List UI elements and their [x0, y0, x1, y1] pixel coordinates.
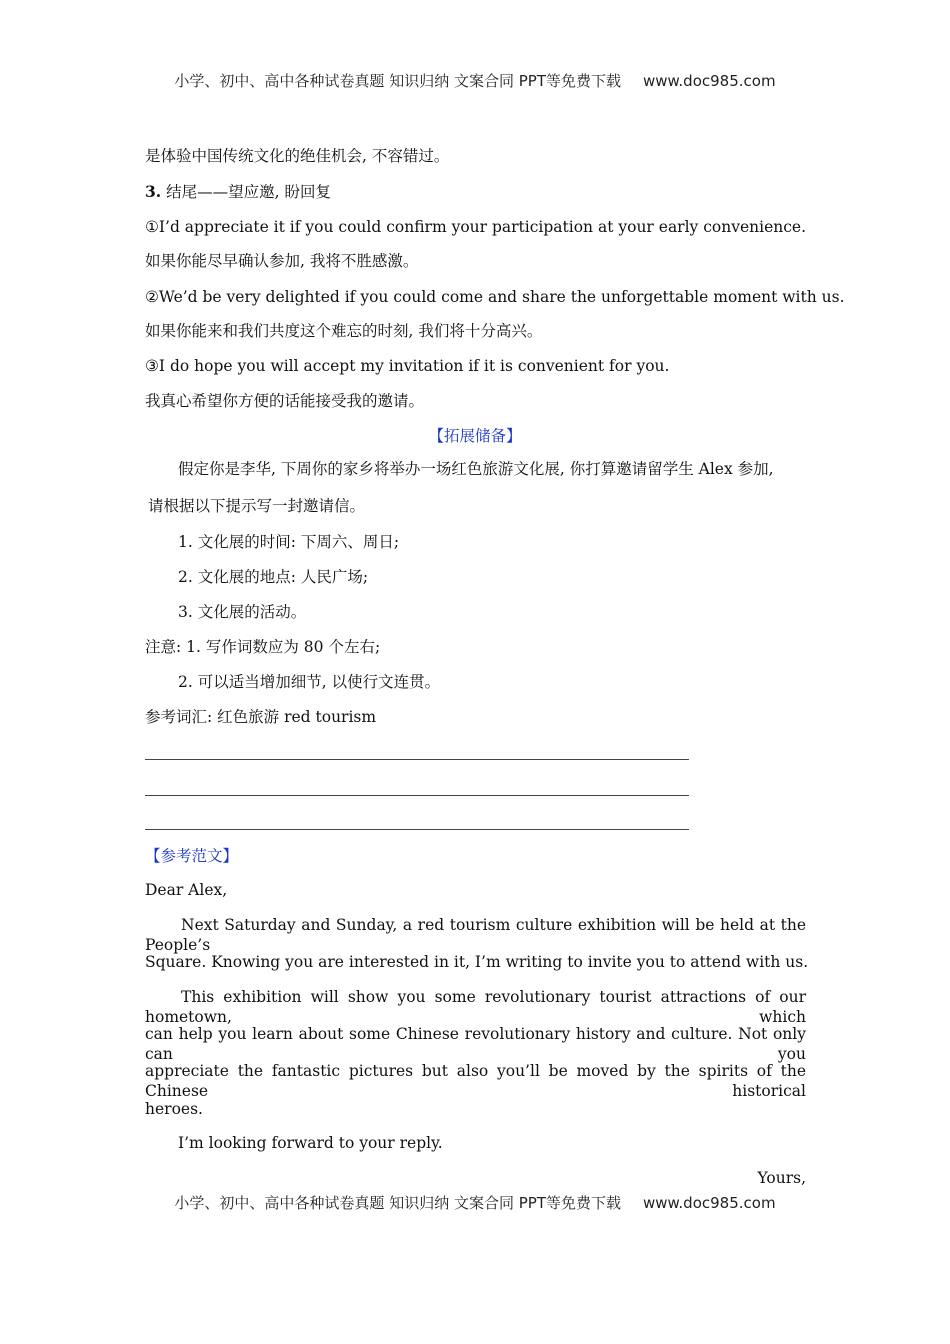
- essay-p1-line2: Square. Knowing you are interested in it, I’m writing to invite you to attend with us.: [145, 953, 809, 971]
- essay-p2-line1: This exhibition will show you some revolutionary tourist attractions of our hometown, which: [145, 988, 806, 1026]
- closing-section-number: 3.: [145, 182, 162, 201]
- closing-item-2-en: ②We’d be very delighted if you could come and share the unforgettable moment with us.: [145, 288, 845, 306]
- essay-greeting: Dear Alex,: [145, 881, 228, 899]
- essay-p1-line1: Next Saturday and Sunday, a red tourism culture exhibition will be held at the People’s: [145, 916, 806, 954]
- essay-signoff: Yours,: [757, 1169, 806, 1187]
- essay-p2-line3: appreciate the fantastic pictures but also you’ll be moved by the spirits of the Chinese historical: [145, 1062, 806, 1100]
- page-header: [0, 70, 950, 91]
- extension-point-2: 2. 文化展的地点: 人民广场;: [178, 568, 369, 586]
- closing-item-2-zh: 如果你能来和我们共度这个难忘的时刻, 我们将十分高兴。: [145, 322, 543, 340]
- essay-p3: I’m looking forward to your reply.: [178, 1134, 443, 1152]
- footer-text: 小学、初中、高中各种试卷真题 知识归纳 文案合同 PPT等免费下载: [174, 1194, 621, 1212]
- extension-note-1: [145, 637, 380, 657]
- page-footer: [0, 1192, 950, 1213]
- extension-prompt-line2: 请根据以下提示写一封邀请信。: [148, 497, 366, 515]
- footer-url[interactable]: www.doc985.com: [642, 1194, 776, 1212]
- closing-section-heading: [145, 182, 331, 202]
- answer-line-2[interactable]: [145, 795, 689, 796]
- header-url[interactable]: www.doc985.com: [642, 72, 776, 90]
- model-essay-heading: 【参考范文】: [145, 847, 239, 865]
- header-text: 小学、初中、高中各种试卷真题 知识归纳 文案合同 PPT等免费下载: [174, 72, 621, 90]
- closing-item-3-zh: 我真心希望你方便的话能接受我的邀请。: [145, 392, 425, 410]
- closing-item-1-zh: 如果你能尽早确认参加, 我将不胜感激。: [145, 252, 419, 270]
- answer-line-3[interactable]: [145, 829, 689, 830]
- answer-line-1[interactable]: [145, 759, 689, 760]
- top-continuation: 是体验中国传统文化的绝佳机会, 不容错过。: [145, 147, 450, 165]
- extension-point-1: 1. 文化展的时间: 下周六、周日;: [178, 533, 400, 551]
- essay-p2-line4: heroes.: [145, 1100, 203, 1118]
- extension-heading: 【拓展储备】: [428, 427, 522, 445]
- note-item-1: 1. 写作词数应为 80 个左右;: [186, 638, 381, 656]
- closing-item-3-en: ③I do hope you will accept my invitation if it is convenient for you.: [145, 357, 670, 375]
- closing-item-1-en: ①I’d appreciate it if you could confirm your participation at your early convenience.: [145, 218, 807, 236]
- extension-prompt-line1: 假定你是李华, 下周你的家乡将举办一场红色旅游文化展, 你打算邀请留学生 Alex 参加,: [178, 460, 774, 478]
- essay-p2-line2: can help you learn about some Chinese revolutionary history and culture. Not only can you: [145, 1025, 806, 1063]
- closing-section-title: 结尾——望应邀, 盼回复: [161, 183, 331, 201]
- extension-note-2: 2. 可以适当增加细节, 以使行文连贯。: [178, 673, 441, 691]
- note-label: 注意:: [145, 638, 187, 656]
- extension-point-3: 3. 文化展的活动。: [178, 603, 307, 621]
- extension-vocab: 参考词汇: 红色旅游 red tourism: [145, 708, 377, 726]
